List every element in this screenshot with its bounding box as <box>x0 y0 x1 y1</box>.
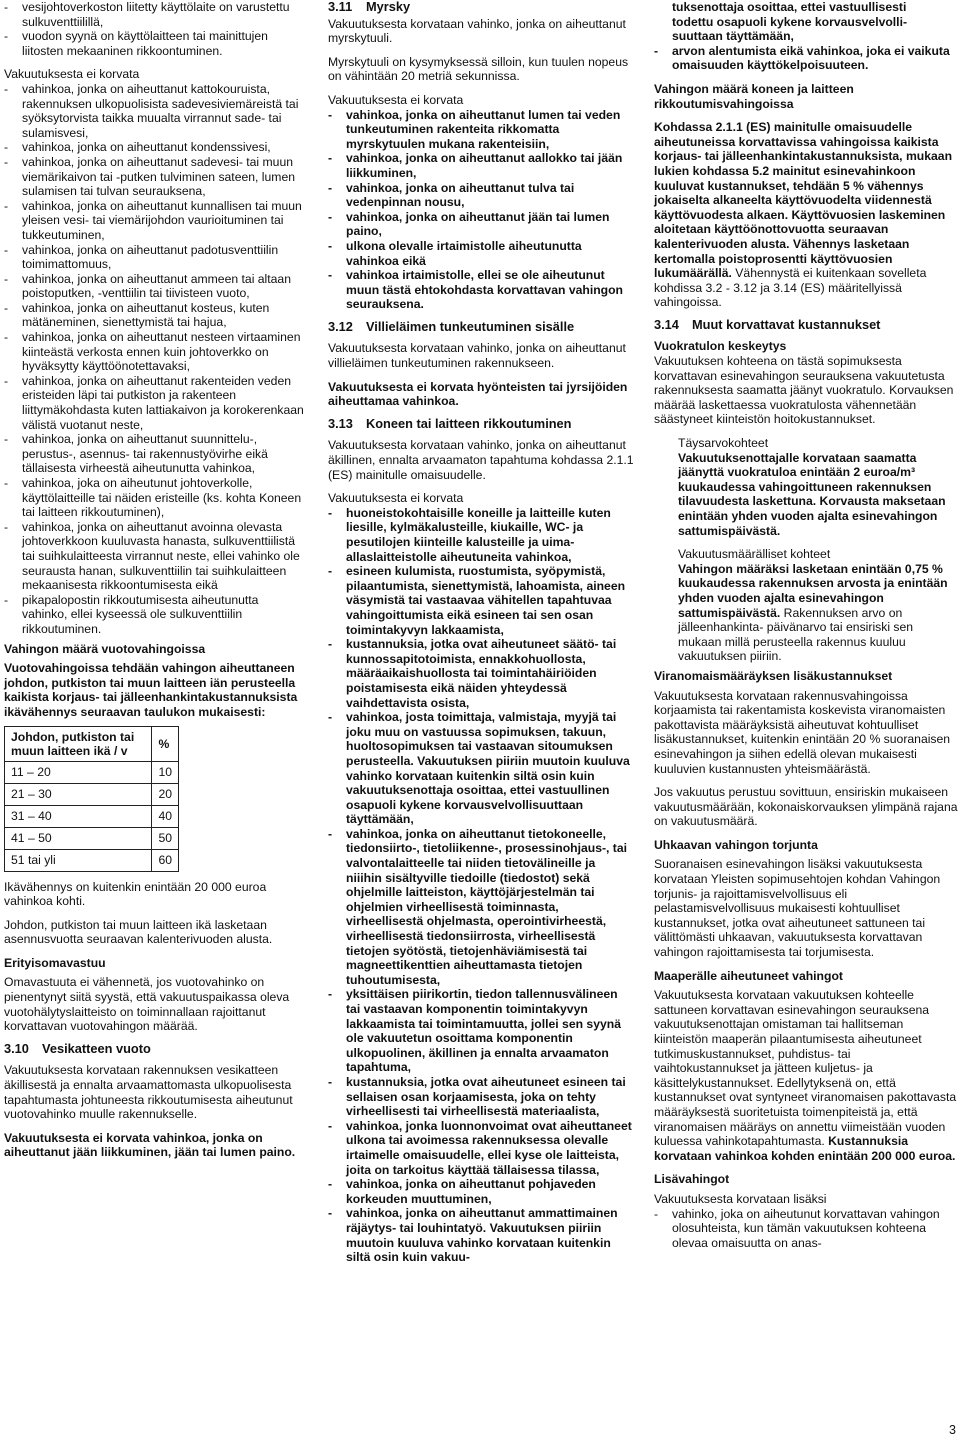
list-item: - vahinkoa irtaimistolle, ellei se ole aiheutunut muun tästä ehtokohdasta korvattavan vahingon seurauksena. <box>328 268 623 312</box>
list-item: - vahinko, joka on aiheutunut korvattavan vahingon olosuhteista, kun tämän vakuutuksen kohteena olevaa omaisuutta on anas- <box>654 1206 940 1250</box>
list-item: - vahinkoa, jonka on aiheuttanut ammattimainen räjäytys- tai louhintatyö. Vakuutuksen piiriin muutoin kuuluva vahinko korvataan kuitenkin siltä osin kuin vakuu- <box>328 1206 618 1265</box>
table-row <box>5 761 179 783</box>
list-item: - vahinkoa, jonka on aiheuttanut aallokko tai jään liikkuminen, <box>328 151 623 180</box>
amount-heading: Vahingon määrä koneen ja laitteen rikkoutumisvahingoissa <box>654 81 854 111</box>
section-heading-3-11: 3.11 Myrsky <box>328 0 411 14</box>
paragraph: Suoranaisen esinevahingon lisäksi vakuutuksesta korvataan Yleisten sopimusehtojen kohdan Vahingon torjunis- ja rajoittamisvelvollisuus eli pelastamisvelvollisuus mukaisesti kohtuulliset kustannukset, jotka ovat aiheutuneet sattuneen tai välittömästi uhkaavan, vakuutuksesta korvattavan vahingon rajoittamisesta tai torjumisesta. <box>654 857 941 960</box>
list-item: - vahinkoa, jonka on aiheuttanut padotusventtiilin toimimattomuus, <box>4 242 279 272</box>
list-item: - vahinkoa, jonka on aiheuttanut tulva tai vedenpinnan nousu, <box>328 180 575 210</box>
table-row <box>5 827 179 849</box>
list-item: - vahinkoa, jonka on aiheuttanut suunnittelu-, perustus-, asennus- tai rakennustyövirhe eikä tällaisesta virheestä aiheutunutta vahinkoa, <box>4 432 268 476</box>
list-item: - vahinkoa, jonka on aiheuttanut tietokoneelle, tiedonsiirto-, tietoliikenne-, prosessinohjaus-, tai valvontalaitteelle tai niiden tietovälineille ja niiihin sisältyville tiedoille (tiedostot) sekä ohjelmille laitteiston, käyttöjärjestelmän tai ohjelmien virheellisestä toiminnasta, virheellisestä ohjelmasta, operointivirheestä, virheellisestä tiedonsiirrosta, virheellisestä tietojen syötöstä, tietojenhäviämisestä tai magneettikenttien aiheuttamasta tietojen tuhoutumisesta, <box>328 826 628 987</box>
table-header-percent: % <box>152 726 179 761</box>
list-item: - esineen kulumista, ruostumista, syöpymistä, pilaantumista, sienettymistä, lahoamista, aineen väsymistä tai vastaavaa vähitellen tapahtuvaa vahingoittumista eikä esineen tai sen osan toimintakyvyn lakkaamista, <box>328 564 626 637</box>
list-item: - vahinkoa, jonka on aiheuttanut lumen tai veden tunkeutuminen rakenteita rikkomatta myrskytuulen mukana rakenteisiin, <box>328 107 621 151</box>
table-row <box>5 849 179 871</box>
list-item: - kustannuksia, jotka ovat aiheutuneet säätö- tai kunnossapitotoimista, ennakkohuollosta, määräaikaishuollosta tai toimintahäiriöiden poistamisesta eikä näiden yhteydessä vaihdettavista osista, <box>328 637 617 710</box>
paragraph: Vakuutuksesta korvataan vahinko, jonka on aiheuttanut myrskytuuli. <box>328 16 626 46</box>
exclusion-heading: Vakuutuksesta ei korvata <box>4 67 140 82</box>
list-item: - vahinkoa, jonka on aiheuttanut ammeen tai altaan poistoputken, -venttiilin tai tiivisteen vuoto, <box>4 271 291 301</box>
full-value-heading: Täysarvokohteet <box>678 436 769 451</box>
column-middle <box>328 0 634 1265</box>
table-cell-percent: 40 <box>152 805 179 827</box>
table-cell-age: 21 – 30 <box>5 783 152 805</box>
paragraph-bold: Vakuutuksesta ei korvata hyönteisten tai jyrsijöiden aiheuttamaa vahinkoa. <box>328 379 628 409</box>
list-item: - vahinkoa, jonka on aiheuttanut avoinna olevasta johtoverkkoon kuuluvasta hanasta, sulkuventtiilistä tai suihkulaitteesta virrannut neste, ellei vahinko ole seurausta hanan, sulkuventtiilin tai suihkulaitteen mekaanisesta rikkoontumisesta eikä <box>4 519 300 593</box>
list-item: - vahinkoa, josta toimittaja, valmistaja, myyjä tai joku muu on vastuussa sopimuksen, takuun, huoltosopimuksen tai vastaavan sitoumuksen perusteella. Vakuutuksen piiriin muutoin kuuluva vahinko korvataan kuitenkin siltä osin kuin vakuutuksenottaja osoittaa, ettei vastuullinen osapuoli kykene korvausvelvollisuuttaan täyttämään, <box>328 710 630 827</box>
column-right <box>654 0 958 1250</box>
threat-prevention-heading: Uhkaavan vahingon torjunta <box>654 837 818 852</box>
table-cell-age: 41 – 50 <box>5 827 152 849</box>
paragraph: Vakuutuksesta korvataan vahinko, jonka on aiheuttanut äkillinen, ennalta arvaamaton tapahtuma kohdassa 2.1.1 (ES) mainitulle omaisuudelle. <box>328 438 634 482</box>
exclusion-heading: Vakuutuksesta ei korvata <box>328 491 464 506</box>
table-header-row <box>5 726 179 761</box>
authority-costs-heading: Viranomaismääräyksen lisäkustannukset <box>654 668 893 683</box>
list-item: - vahinkoa, jonka on aiheuttanut kattokouruista, rakennuksen ulkopuolisista sadevesiviemäreistä tai syöksytorvista taikka muualta virrannut sade- tai sulamisvesi, <box>4 81 299 140</box>
paragraph: Kohdassa 2.1.1 (ES) mainitulle omaisuudelle aiheutuneissa korvattavissa vahingoissa kaikista korjaus- tai jälleenhankintakustannuksista, mukaan lukien kohdassa 5.2 mainitut esinevahinkoon kuuluvat kustannukset, tehdään 5 % vähennys jokaiselta alkaneelta käyttövuodelta viidennestä käyttövuodesta alkaen. Käyttövuosien laskeminen aloitetaan käyttöönottovuotta seuraavan kalenterivuoden alusta. Vähennys lasketaan kertomalla poistoprosentti käyttövuosien lukumäärällä. Vähennystä ei kuitenkaan sovelleta kohdissa 3.2 - 3.12 ja 3.14 (ES) määritellyissä vahingoissa. <box>654 120 953 310</box>
paragraph: Vakuutuksesta korvataan rakennuksen vesikatteen äkillisestä ja ennalta arvaamattomasta ulkopuolisesta tapahtumasta johtuneesta rikkoutumisesta aiheutunut vuotovahinko muulle rakennukselle. <box>4 1063 293 1122</box>
damage-amount-heading: Vahingon määrä vuotovahingoissa <box>4 641 206 656</box>
list-item: - vahinkoa, jonka luonnonvoimat ovat aiheuttaneet ulkona tai avoimessa rakennuksessa olevalle irtaimelle omaisuudelle, ellei kyse ole laitteista, joita on tarkoitus käyttää tällaisessa tilassa, <box>328 1118 632 1177</box>
list-item: - vahinkoa, jonka on aiheuttanut kosteus, kuten mätäneminen, sienettymistä tai hajua, <box>4 300 270 330</box>
table-cell-age: 11 – 20 <box>5 761 152 783</box>
list-item: - vahinkoa, jonka on aiheuttanut rakenteiden veden eristeiden läpi tai putkiston ja rakenteen liittymäkohdasta kuten lattiakaivon ja korokerenkaan välistä vuotanut neste, <box>4 373 304 432</box>
table-cell-age: 31 – 40 <box>5 805 152 827</box>
paragraph: Vakuutuksen kohteena on tästä sopimuksesta korvattavan esinevahingon seurauksena vakuutetusta rakennuksesta saamatta jäänyt vuokratulo. Korvauksen määrää laskettaessa vuokratulosta vähennetään säästyneet kiinteistön hoitokustannukset. <box>654 354 954 427</box>
list-item: - vahinkoa, jonka on aiheuttanut kondenssivesi, <box>4 140 271 155</box>
additional-damage-heading: Lisävahingot <box>654 1172 730 1187</box>
table-header-age: Johdon, putkiston tai muun laitteen ikä / v <box>5 726 152 761</box>
soil-damage-heading: Maaperälle aiheutuneet vahingot <box>654 968 843 983</box>
exclusion-heading: Vakuutuksesta ei korvata <box>328 92 464 107</box>
paragraph: Vahingon määräksi lasketaan enintään 0,75 % kuukaudessa rakennuksen arvosta ja enintään yhden vuoden ajalta esinevahingon sattumispäivästä. Rakennuksen arvo on jälleenhankinta- päivänarvo tai ensiriski sen mukaan millä perusteella rakennus kuuluu vakuutuksen piiriin. <box>678 561 948 664</box>
paragraph-bold: Vakuutuksesta ei korvata vahinkoa, jonka on aiheuttanut jään liikkuminen, jään tai lumen paino. <box>4 1130 296 1160</box>
list-item: - yksittäisen piirikortin, tiedon tallennusvälineen tai vastaavan komponentin toimintakyvyn lakkaamista tai toimintamuutta, jollei sen syynä ole vakuutetun osoittama komponentin ulkopuolinen, äkillinen ja ennalta arvaamaton tapahtuma, <box>328 987 621 1075</box>
paragraph: Vakuutuksesta korvataan rakennusvahingoissa korjaamista tai rakentamista koskevista viranomaisten pakottavista määräyksistä aiheutuvat kohtuulliset lisäkustannukset, kuitenkin enintään 20 % suoranaisen esinevahingon ja siihen edellä olevan mukaisesti kuuluvien kustannusten yhteismäärästä. <box>654 688 951 776</box>
paragraph-bold: Vakuutuksenottajalle korvataan saamatta jäänyttä vuokratuloa enintään 2 euroa/m³ kuukaudessa vahingoittuneen rakennuksen tilavuudesta laskettuna. Korvausta maksetaan enintään yhden vuoden ajalta esinevahingon sattumispäivästä. <box>678 450 946 538</box>
list-item: - vahinkoa, jonka on aiheuttanut kunnallisen tai muun yleisen vesi- tai viemärijohdon vaurioituminen tai tukkeutuminen, <box>4 198 302 242</box>
paragraph: Vakuutuksesta korvataan vahinko, jonka on aiheuttanut villieläimen tunkeutuminen rakennukseen. <box>328 341 626 371</box>
list-item: - vesijohtoverkoston liitetty käyttölaite on varustettu sulkuventtiilillä, <box>4 0 290 29</box>
table-cell-age: 51 tai yli <box>5 849 152 871</box>
list-item: - huoneistokohtaisille koneille ja laitteille kuten liesille, kylmäkalusteille, kiukaille, WC- ja pesutilojen kiinteille kalusteille ja uima-allaslaitteistolle aiheutuneita vahinkoa, <box>328 505 611 564</box>
age-deduction-table <box>4 726 179 872</box>
special-deductible-heading: Erityisomavastuu <box>4 955 106 970</box>
paragraph: Ikävähennys on kuitenkin enintään 20 000 euroa vahinkoa kohti. <box>4 879 267 909</box>
section-heading-3-13: 3.13 Koneen tai laitteen rikkoutuminen <box>328 415 572 431</box>
list-item: - vahinkoa, jonka on aiheuttanut nesteen virtaaminen kiinteästä verkosta ennen kuin johtoverkko on hyväksytty käyttöönotettavaksi, <box>4 330 301 374</box>
rent-interruption-heading: Vuokratulon keskeytys <box>654 339 787 354</box>
list-item: - kustannuksia, jotka ovat aiheutuneet esineen tai sellaisen osan korjaamisesta, joka on tehty virheellisesti tai virheellisestä materiaalista, <box>328 1074 626 1119</box>
damage-amount-text: Vuotovahingoissa tehdään vahingon aiheuttaneen johdon, putkiston tai muun laitteen iän perusteella kaikista korjaus- tai jälleenhankintakustannuksista ikävähennys seuraavan taulukon mukaisesti: <box>4 661 298 719</box>
paragraph: Myrskytuuli on kysymyksessä silloin, kun tuulen nopeus on vähintään 20 metriä sekunnissa. <box>328 54 629 84</box>
table-cell-percent: 20 <box>152 783 179 805</box>
column-left <box>4 0 306 1160</box>
paragraph: Johdon, putkiston tai muun laitteen ikä lasketaan asennusvuotta seuraavan kalenterivuoden alusta. <box>4 917 273 947</box>
sum-insured-heading: Vakuutusmäärälliset kohteet <box>678 547 831 562</box>
section-heading-3-10: 3.10 Vesikatteen vuoto <box>4 1040 151 1056</box>
paragraph: Vakuutuksesta korvataan vakuutuksen kohteelle sattuneen korvattavan esinevahingon seurauksena vakuutuksenottajan omistaman tai hallitseman kiinteistön maaperän pilaantumisesta aiheutuneet tutkimuskustannukset, puhdistus- tai vaihtokustannukset ja jätteen kuljetus- ja käsittelykustannukset. Edellytyksenä on, että kustannukset ovat syntyneet viranomaisen pakottavasta määräyksestä suoritetuista toimenpiteistä ja, että viranomaisen määräys on annettu viimeistään vuoden kuluessa vahinkotapahtumasta. Kustannuksia korvataan vahinkoa kohden enintään 200 000 euroa. <box>654 988 957 1163</box>
section-heading-3-14: 3.14 Muut korvattavat kustannukset <box>654 316 881 332</box>
paragraph: Vakuutuksesta korvataan lisäksi <box>654 1191 827 1206</box>
paragraph: Omavastuuta ei vähennetä, jos vuotovahinko on pienentynyt siitä syystä, että vakuutuspaikassa oleva vuotohälytyslaitteisto on toiminnallaan rajoittanut korvattavan vuotovahingon määrää. <box>4 975 290 1034</box>
paragraph: Jos vakuutus perustuu sovittuun, ensiriskin mukaiseen vakuutusmäärään, kokonaiskorvauksen ylimpänä rajana on vakuutusmäärä. <box>654 785 958 829</box>
full-value-block <box>654 436 958 664</box>
list-item: - vahinkoa, jonka on aiheuttanut pohjaveden korkeuden muuttuminen, <box>328 1177 596 1206</box>
list-item: - pikapalopostin rikkoutumisesta aiheutunutta vahinko, ellei kyseessä ole sulkuventtiilin rikkoutuminen. <box>4 592 259 636</box>
table-row <box>5 783 179 805</box>
table-row <box>5 805 179 827</box>
page-number: 3 <box>949 1423 956 1438</box>
section-heading-3-12: 3.12 Villieläimen tunkeutuminen sisälle <box>328 318 575 334</box>
table-cell-percent: 60 <box>152 849 179 871</box>
continued-text: tuksenottaja osoittaa, ettei vastuullisesti todettu osapuoli kykene korvausvelvolli- suuttaan täyttämään, <box>672 0 908 44</box>
table-cell-percent: 50 <box>152 827 179 849</box>
exclusion-list <box>4 82 306 637</box>
table-cell-percent: 10 <box>152 761 179 783</box>
list-item: - vahinkoa, jonka on aiheuttanut sadevesi- tai muun viemärikaivon tai -putken tulviminen sateen, lumen sulamisen tai tulvan seurauksena, <box>4 154 295 199</box>
list-item: - vahinkoa, jonka on aiheuttanut jään tai lumen paino, <box>328 209 610 239</box>
list-item: - vahinkoa, joka on aiheutunut johtoverkolle, käyttölaitteille tai näiden eristeille (ks. kohta Koneen tai laitteen rikkoutuminen), <box>4 476 302 520</box>
list-item: - arvon alentumista eikä vahinkoa, joka ei vaikuta omaisuuden käyttökelpoisuuteen. <box>654 43 950 73</box>
list-item: - vuodon syynä on käyttölaitteen tai mainittujen liitosten mekaaninen rikkoontuminen. <box>4 29 268 58</box>
list-item: - ulkona olevalle irtaimistolle aiheutunutta vahinkoa eikä <box>328 238 582 268</box>
